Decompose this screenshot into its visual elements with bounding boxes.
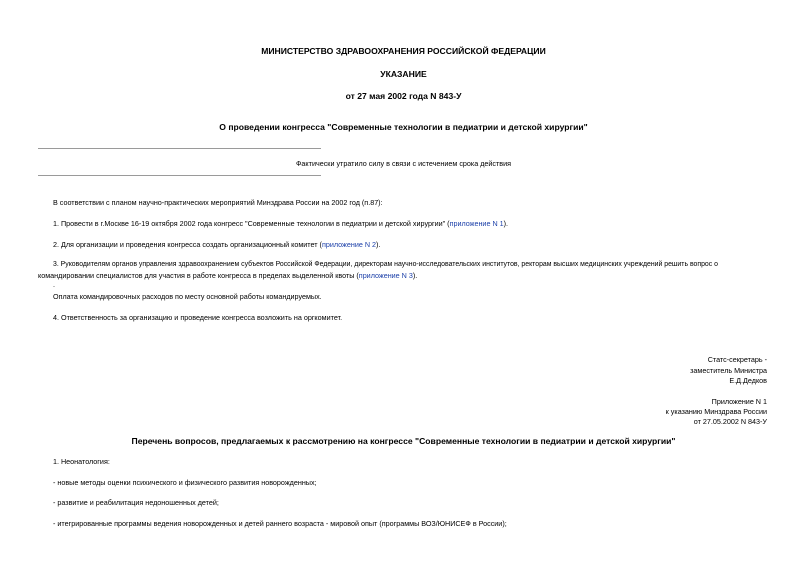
payment-paragraph: Оплата командировочных расходов по месту основной работы командируемых. xyxy=(53,292,322,301)
appendix-1-link[interactable]: приложение N 1 xyxy=(449,219,504,228)
divider-top xyxy=(38,148,321,149)
paragraph-1-end: ). xyxy=(503,219,509,228)
paragraph-1-text: 1. Провести в г.Москве 16-19 октября 2002 года конгресс "Современные технологии в педиатрии и детской хирургии" ( xyxy=(53,219,450,228)
signature-position: заместитель Министра xyxy=(690,366,767,375)
paragraph-2-end: ). xyxy=(376,240,381,249)
ministry-heading: МИНИСТЕРСТВО ЗДРАВООХРАНЕНИЯ РОССИЙСКОЙ ФЕДЕРАЦИИ xyxy=(261,46,546,56)
appendix-title: Перечень вопросов, предлагаемых к рассмотрению на конгрессе "Современные технологии в педиатрии и детской хирургии" xyxy=(131,436,676,446)
status-note: Фактически утратило силу в связи с истечением срока действия xyxy=(295,159,512,168)
paragraph-2-text: 2. Для организации и проведения конгресса создать организационный комитет ( xyxy=(53,240,322,249)
signature-name: Е.Д.Дедков xyxy=(729,376,767,385)
paragraph-3-text: командировании специалистов для участия в работе конгресса в пределах выделенной квоты ( xyxy=(38,271,359,280)
paragraph-3-line-1: 3. Руководителям органов управления здравоохранением субъектов Российской Федерации, директорам научно-исследовательских институтов, ректорам высших медицинских учреждений решить вопрос о xyxy=(53,261,718,268)
appendix-reference: к указанию Минздрава России xyxy=(665,407,767,416)
paragraph-3-end: ). xyxy=(412,271,418,280)
list-item: - новые методы оценки психического и физического развития новорожденных; xyxy=(53,478,317,487)
stray-dot: . xyxy=(53,280,55,289)
document-title: О проведении конгресса "Современные технологии в педиатрии и детской хирургии" xyxy=(219,122,588,132)
paragraph-3-line-2 xyxy=(38,271,417,280)
paragraph-4: 4. Ответственность за организацию и проведение конгресса возложить на оргкомитет. xyxy=(53,313,343,322)
appendix-3-link[interactable]: приложение N 3 xyxy=(358,271,413,280)
divider-bottom xyxy=(38,175,321,176)
section-neonatology: 1. Неонатология: xyxy=(53,457,110,466)
paragraph-1 xyxy=(53,219,508,228)
doc-type-heading: УКАЗАНИЕ xyxy=(380,69,427,79)
list-item: - развитие и реабилитация недоношенных детей; xyxy=(53,498,219,507)
paragraph-2 xyxy=(53,240,380,249)
appendix-2-link[interactable]: приложение N 2 xyxy=(321,240,377,249)
appendix-date: от 27.05.2002 N 843-У xyxy=(693,417,767,426)
intro-paragraph: В соответствии с планом научно-практических мероприятий Минздрава России на 2002 год (п.87): xyxy=(53,198,383,207)
list-item: - итегрированные программы ведения новорожденных и детей раннего возраста - мировой опыт (программы ВОЗ/ЮНИСЕФ в России); xyxy=(53,519,507,528)
appendix-label: Приложение N 1 xyxy=(711,397,767,406)
signature-title: Статс-секретарь - xyxy=(707,355,767,364)
date-number-heading: от 27 мая 2002 года N 843-У xyxy=(345,91,462,101)
